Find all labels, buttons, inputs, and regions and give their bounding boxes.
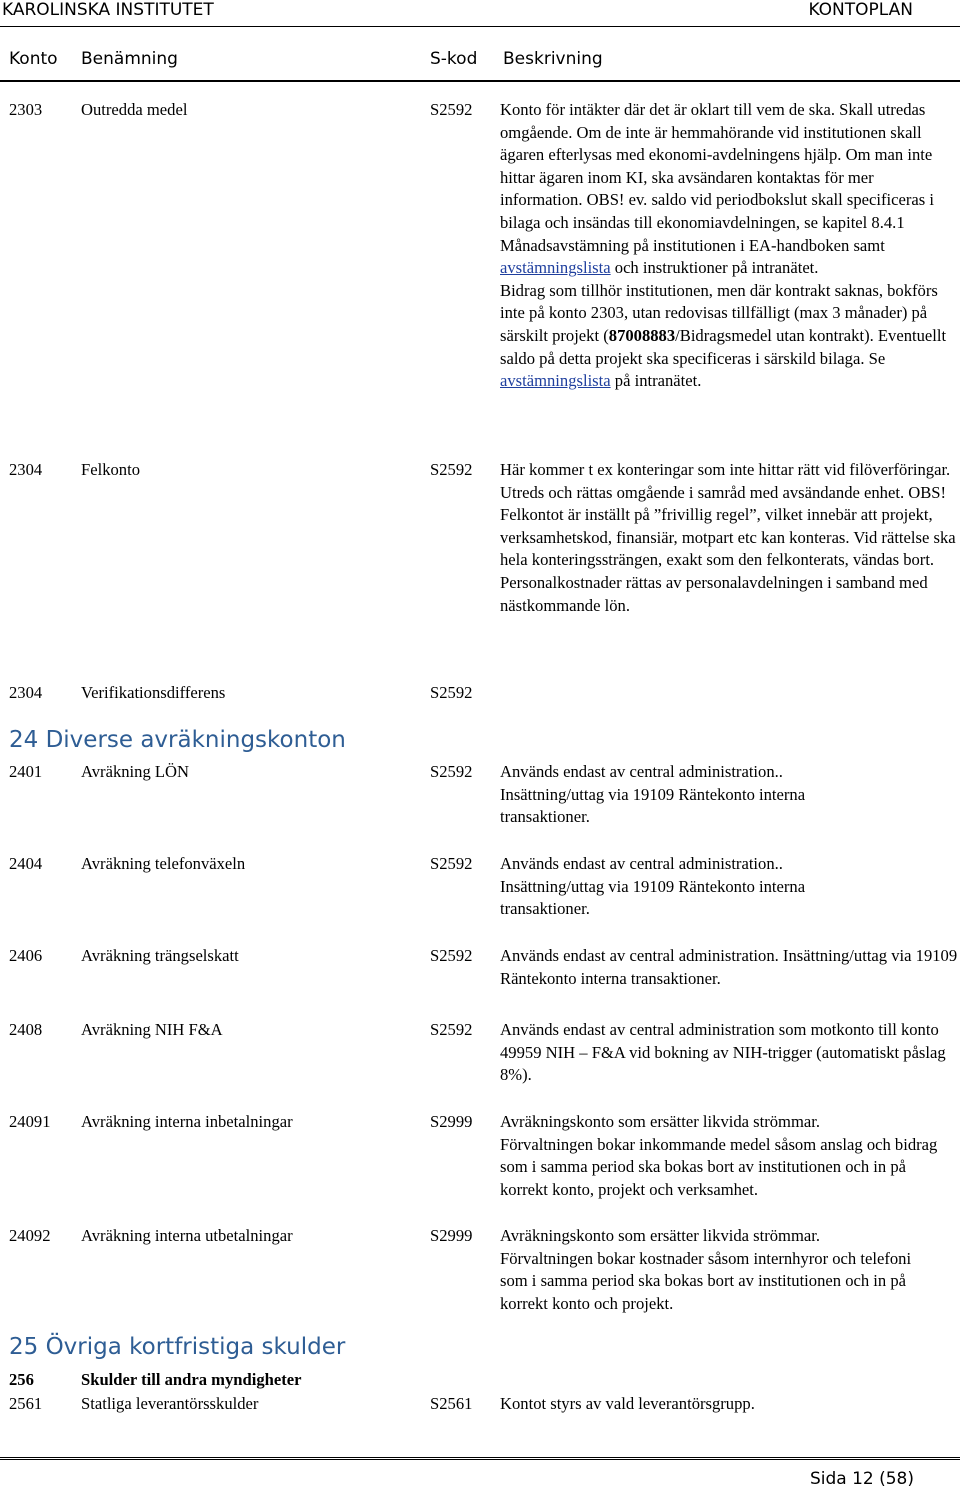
page-number: Sida 12 (58) (809, 1469, 914, 1489)
description-text: /Bidragsmedel utan kontrakt). Eventuellt saldo på detta projekt ska specificeras i särskild bilaga. Se (500, 325, 947, 368)
account-number: 2406 (9, 946, 43, 965)
document-title: KONTOPLAN (808, 0, 913, 20)
column-header-konto: Konto (9, 49, 58, 69)
page-header (0, 0, 960, 22)
section-heading-24: 24 Diverse avräkningskonton (9, 727, 346, 753)
description-text: Personalkostnader rättas av personalavdelningen i samband med nästkommande lön. (500, 572, 928, 615)
s-code: S2999 (430, 1226, 473, 1245)
institution-name: KAROLINSKA INSTITUTET (2, 0, 214, 20)
account-description (500, 1393, 958, 1416)
description-text: Används endast av central administration.. (500, 854, 783, 873)
account-name: Avräkning interna inbetalningar (81, 1112, 293, 1131)
account-description (500, 1225, 958, 1315)
description-text: Konto för intäkter där det är oklart till vem de ska. Skall utredas omgående. Om de inte är hemmahörande vid institutionen skall ägaren efterlysas med ekonomi-avdelningens hjälp. Om man inte hittar ägaren inom KI, ska avsändaren kontaktas för mer information. OBS! ev. saldo vid periodbokslut skall specificeras i bilaga och insändas till ekonomiavdelningen, se kapitel 8.4.1 Månadsavstämning på institutionen i EA-handboken samt (500, 100, 934, 255)
account-name: Avräkning interna utbetalningar (81, 1226, 293, 1245)
s-code: S2592 (430, 762, 473, 781)
account-description (500, 761, 958, 829)
header-divider (0, 26, 960, 27)
account-number: 2304 (9, 683, 43, 702)
section-heading-25: 25 Övriga kortfristiga skulder (9, 1334, 346, 1360)
description-text: Används endast av central administration. Insättning/uttag via 19109 Räntekonto interna transaktioner. (500, 946, 958, 988)
description-text: Avräkningskonto som ersätter likvida strömmar. (500, 1112, 820, 1131)
s-code: S2592 (430, 854, 473, 873)
s-code: S2561 (430, 1394, 473, 1413)
account-name: Avräkning trängselskatt (81, 946, 239, 965)
description-text: Här kommer t ex konteringar som inte hittar rätt vid filöverföringar. Utreds och rättas omgående i samråd med avsändande enhet. OBS! Felkontot är inställt på ”frivillig regel”, vilket innebär att projekt, verksamhetskod, finansiär, motpart etc kan konteras. Vid rättelse ska hela konteringssträngen, exakt som den felkonterats, vändas bort. (500, 460, 956, 570)
account-number: 2401 (9, 762, 43, 781)
description-text: Insättning/uttag via 19109 Räntekonto interna transaktioner. (500, 784, 806, 827)
account-description (500, 99, 958, 393)
description-text: på intranätet. (610, 371, 702, 391)
account-description (500, 1019, 958, 1087)
description-text: Används endast av central administration.. (500, 762, 783, 781)
account-number: 2561 (9, 1394, 43, 1413)
account-description (500, 853, 958, 921)
account-name: Verifikationsdifferens (81, 683, 226, 702)
column-header-beskrivning: Beskrivning (503, 49, 603, 69)
s-code: S2592 (430, 1020, 473, 1039)
account-description (500, 459, 958, 617)
account-number: 2408 (9, 1020, 43, 1039)
description-text: Förvaltningen bokar inkommande medel såsom anslag och bidrag som i samma period ska bokas bort av institutionen och in på korrekt konto, projekt och verksamhet. (500, 1134, 938, 1199)
account-name: Skulder till andra myndigheter (81, 1370, 302, 1389)
s-code: S2592 (430, 460, 473, 479)
column-header-skod: S-kod (430, 49, 478, 69)
description-text: Bidrag som tillhör institutionen, men där kontrakt saknas, bokförs inte på konto 2303, utan redovisas tillfälligt (max 3 månader) på särskilt projekt ( (500, 280, 938, 345)
avstamningslista-link[interactable]: avstämningslista (500, 258, 611, 278)
account-number: 256 (9, 1370, 34, 1389)
account-name: Felkonto (81, 460, 141, 479)
project-number: 87008883 (608, 325, 676, 345)
description-text: Förvaltningen bokar kostnader såsom internhyror och telefoni som i samma period ska bokas bort av institutionen och in på korrekt konto och projekt. (500, 1248, 912, 1313)
column-header-benamning: Benämning (81, 49, 178, 69)
description-text: Avräkningskonto som ersätter likvida strömmar. (500, 1226, 820, 1245)
description-text: Kontot styrs av vald leverantörsgrupp. (500, 1394, 755, 1413)
account-name: Statliga leverantörsskulder (81, 1394, 259, 1413)
account-name: Avräkning telefonväxeln (81, 854, 246, 873)
account-description (500, 945, 958, 990)
account-number: 2303 (9, 100, 43, 119)
s-code: S2592 (430, 946, 473, 965)
account-number: 24091 (9, 1112, 51, 1131)
account-name: Outredda medel (81, 100, 188, 119)
s-code: S2592 (430, 683, 473, 702)
account-number: 2404 (9, 854, 43, 873)
account-name: Avräkning LÖN (81, 762, 189, 781)
account-number: 2304 (9, 460, 43, 479)
description-text: Insättning/uttag via 19109 Räntekonto interna transaktioner. (500, 876, 806, 919)
account-name: Avräkning NIH F&A (81, 1020, 223, 1039)
description-text: Används endast av central administration som motkonto till konto 49959 NIH – F&A vid bokning av NIH-trigger (automatiskt påslag 8%). (500, 1020, 946, 1085)
avstamningslista-link[interactable]: avstämningslista (500, 371, 611, 391)
description-text: och instruktioner på intranätet. (610, 258, 819, 278)
column-header-divider (0, 80, 960, 82)
s-code: S2592 (430, 100, 473, 119)
footer-divider (0, 1457, 960, 1460)
s-code: S2999 (430, 1112, 473, 1131)
account-description (500, 1111, 958, 1201)
account-number: 24092 (9, 1226, 51, 1245)
